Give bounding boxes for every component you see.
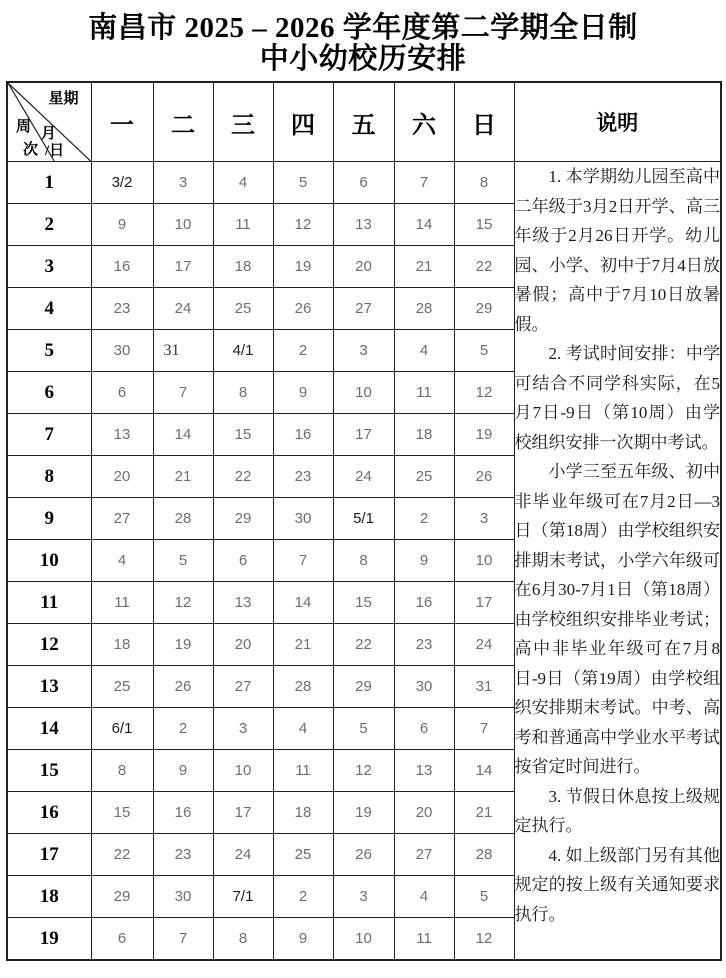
date-cell: 8 <box>454 162 514 204</box>
date-cell: 29 <box>333 666 394 708</box>
date-cell: 3 <box>333 330 394 372</box>
date-cell: 9 <box>273 372 333 414</box>
date-cell: 15 <box>333 582 394 624</box>
date-cell: 3/2 <box>91 162 153 204</box>
date-cell: 5 <box>454 330 514 372</box>
date-cell: 5 <box>333 708 394 750</box>
week-number-cell: 9 <box>7 498 91 540</box>
date-cell: 24 <box>153 288 213 330</box>
date-cell: 4 <box>213 162 273 204</box>
date-cell: 9 <box>153 750 213 792</box>
date-cell: 3 <box>153 162 213 204</box>
note-paragraph: 小学三至五年级、初中非毕业年级可在7月2日—3日（第18周）由学校组织安排期末考试，小学六年级可在6月30-7月1日（第18周）由学校组织安排毕业考试；高中非毕业年级可在7月8日-9日（第19周）由学校组织安排期末考试。中考、高考和普通高中学业水平考试按省定时间进行。 <box>514 462 720 776</box>
date-cell: 4 <box>394 330 454 372</box>
day-header-tue: 二 <box>153 82 213 162</box>
date-cell: 20 <box>213 624 273 666</box>
date-cell: 4 <box>394 876 454 918</box>
date-cell: 6 <box>394 708 454 750</box>
date-cell: 20 <box>333 246 394 288</box>
date-cell: 16 <box>91 246 153 288</box>
date-cell: 21 <box>273 624 333 666</box>
corner-cell <box>7 82 91 162</box>
date-cell: 20 <box>91 456 153 498</box>
week-number-cell: 15 <box>7 750 91 792</box>
note-paragraph: 3. 节假日休息按上级规定执行。 <box>514 786 720 835</box>
date-cell: 27 <box>333 288 394 330</box>
date-cell: 24 <box>454 624 514 666</box>
date-cell: 28 <box>394 288 454 330</box>
date-cell: 15 <box>91 792 153 834</box>
notes-header: 说明 <box>514 82 721 162</box>
date-cell: 5 <box>153 540 213 582</box>
week-number-cell: 5 <box>7 330 91 372</box>
date-cell: 13 <box>213 582 273 624</box>
page <box>0 13 726 961</box>
date-cell: 13 <box>91 414 153 456</box>
date-cell: 12 <box>273 204 333 246</box>
date-cell: 6 <box>91 918 153 961</box>
date-cell: 24 <box>333 456 394 498</box>
note-paragraph: 4. 如上级部门另有其他规定的按上级有关通知要求执行。 <box>514 845 720 924</box>
date-cell: 17 <box>454 582 514 624</box>
date-cell: 22 <box>91 834 153 876</box>
notes-cell <box>514 162 721 961</box>
date-cell: 18 <box>91 624 153 666</box>
date-cell: 4 <box>91 540 153 582</box>
week-number-cell: 7 <box>7 414 91 456</box>
corner-day-label: /日 <box>45 143 65 159</box>
date-cell: 5 <box>273 162 333 204</box>
day-header-fri: 五 <box>333 82 394 162</box>
date-cell: 2 <box>273 330 333 372</box>
date-cell: 17 <box>153 246 213 288</box>
date-cell: 23 <box>91 288 153 330</box>
date-cell: 6 <box>333 162 394 204</box>
date-cell: 9 <box>273 918 333 961</box>
date-cell: 25 <box>91 666 153 708</box>
date-cell: 26 <box>273 288 333 330</box>
date-cell: 19 <box>454 414 514 456</box>
day-header-wed: 三 <box>213 82 273 162</box>
date-cell: 11 <box>91 582 153 624</box>
date-cell: 7 <box>153 372 213 414</box>
header-row <box>7 82 721 162</box>
date-cell: 22 <box>213 456 273 498</box>
date-cell: 29 <box>454 288 514 330</box>
date-cell: 16 <box>153 792 213 834</box>
date-cell: 16 <box>394 582 454 624</box>
note-paragraph: 1. 本学期幼儿园至高中二年级于3月2日开学、高三年级于2月26日开学。幼儿园、小学、初中于7月4日放暑假；高中于7月10日放暑假。 <box>514 167 720 334</box>
date-cell: 12 <box>333 750 394 792</box>
day-header-mon: 一 <box>91 82 153 162</box>
date-cell: 6/1 <box>91 708 153 750</box>
day-header-sat: 六 <box>394 82 454 162</box>
date-cell: 14 <box>273 582 333 624</box>
week-number-cell: 10 <box>7 540 91 582</box>
date-cell: 14 <box>153 414 213 456</box>
week-number-cell: 19 <box>7 918 91 961</box>
date-cell: 8 <box>91 750 153 792</box>
date-cell: 3 <box>454 498 514 540</box>
date-cell: 18 <box>213 246 273 288</box>
week-number-cell: 3 <box>7 246 91 288</box>
date-cell: 30 <box>153 876 213 918</box>
date-cell: 4 <box>273 708 333 750</box>
date-cell: 25 <box>273 834 333 876</box>
date-cell: 17 <box>333 414 394 456</box>
week-row <box>7 162 721 204</box>
date-cell: 12 <box>454 918 514 961</box>
date-cell: 28 <box>273 666 333 708</box>
date-cell: 10 <box>333 372 394 414</box>
date-cell: 30 <box>273 498 333 540</box>
note-paragraph: 2. 考试时间安排：中学可结合不同学科实际，在5月7日-9日（第10周）由学校组织安排一次期中考试。 <box>514 344 720 452</box>
date-cell: 28 <box>454 834 514 876</box>
date-cell: 23 <box>394 624 454 666</box>
day-header-thu: 四 <box>273 82 333 162</box>
week-number-cell: 17 <box>7 834 91 876</box>
date-cell: 6 <box>213 540 273 582</box>
page-title-line1: 南昌市 2025 – 2026 学年度第二学期全日制 <box>88 12 638 44</box>
week-number-cell: 11 <box>7 582 91 624</box>
date-cell: 26 <box>454 456 514 498</box>
date-cell: 25 <box>394 456 454 498</box>
date-cell: 8 <box>213 918 273 961</box>
date-cell: 31 <box>454 666 514 708</box>
date-cell: 29 <box>91 876 153 918</box>
date-cell: 9 <box>394 540 454 582</box>
page-title-line2: 中小幼校历安排 <box>259 43 467 75</box>
week-number-cell: 2 <box>7 204 91 246</box>
date-cell: 11 <box>273 750 333 792</box>
calendar-table <box>6 81 722 961</box>
week-number-cell: 12 <box>7 624 91 666</box>
date-cell: 10 <box>213 750 273 792</box>
date-cell: 5 <box>454 876 514 918</box>
page-title <box>0 13 726 75</box>
date-cell: 7 <box>394 162 454 204</box>
week-number-cell: 14 <box>7 708 91 750</box>
date-cell: 22 <box>454 246 514 288</box>
day-header-sun: 日 <box>454 82 514 162</box>
date-cell: 15 <box>213 414 273 456</box>
date-cell: 27 <box>91 498 153 540</box>
date-cell: 8 <box>213 372 273 414</box>
date-cell: 23 <box>153 834 213 876</box>
week-number-cell: 6 <box>7 372 91 414</box>
date-cell: 12 <box>454 372 514 414</box>
corner-weekday-label: 星期 <box>48 91 79 107</box>
date-cell: 7 <box>454 708 514 750</box>
date-cell: 30 <box>91 330 153 372</box>
date-cell: 4/1 <box>213 330 273 372</box>
date-cell: 2 <box>273 876 333 918</box>
date-cell: 14 <box>454 750 514 792</box>
date-cell: 22 <box>333 624 394 666</box>
date-cell: 19 <box>153 624 213 666</box>
date-cell: 3 <box>213 708 273 750</box>
date-cell: 8 <box>333 540 394 582</box>
corner-week-label-1: 周 <box>16 119 32 135</box>
date-cell: 19 <box>333 792 394 834</box>
date-cell: 11 <box>394 372 454 414</box>
date-cell: 31 <box>153 330 213 372</box>
date-cell: 19 <box>273 246 333 288</box>
date-cell: 27 <box>394 834 454 876</box>
date-cell: 16 <box>273 414 333 456</box>
corner-month-label: 月 <box>41 126 57 142</box>
date-cell: 20 <box>394 792 454 834</box>
date-cell: 14 <box>394 204 454 246</box>
date-cell: 13 <box>333 204 394 246</box>
date-cell: 23 <box>273 456 333 498</box>
date-cell: 10 <box>153 204 213 246</box>
date-cell: 26 <box>333 834 394 876</box>
date-cell: 5/1 <box>333 498 394 540</box>
date-cell: 10 <box>454 540 514 582</box>
date-cell: 2 <box>153 708 213 750</box>
week-number-cell: 8 <box>7 456 91 498</box>
date-cell: 11 <box>213 204 273 246</box>
date-cell: 26 <box>153 666 213 708</box>
date-cell: 17 <box>213 792 273 834</box>
date-cell: 25 <box>213 288 273 330</box>
date-cell: 29 <box>213 498 273 540</box>
date-cell: 24 <box>213 834 273 876</box>
date-cell: 13 <box>394 750 454 792</box>
date-cell: 10 <box>333 918 394 961</box>
date-cell: 27 <box>213 666 273 708</box>
date-cell: 21 <box>454 792 514 834</box>
date-cell: 2 <box>394 498 454 540</box>
date-cell: 28 <box>153 498 213 540</box>
date-cell: 18 <box>394 414 454 456</box>
date-cell: 12 <box>153 582 213 624</box>
date-cell: 11 <box>394 918 454 961</box>
date-cell: 9 <box>91 204 153 246</box>
date-cell: 3 <box>333 876 394 918</box>
date-cell: 6 <box>91 372 153 414</box>
week-number-cell: 16 <box>7 792 91 834</box>
date-cell: 21 <box>153 456 213 498</box>
week-number-cell: 13 <box>7 666 91 708</box>
date-cell: 30 <box>394 666 454 708</box>
date-cell: 18 <box>273 792 333 834</box>
week-number-cell: 4 <box>7 288 91 330</box>
week-number-cell: 1 <box>7 162 91 204</box>
date-cell: 21 <box>394 246 454 288</box>
date-cell: 15 <box>454 204 514 246</box>
date-cell: 7/1 <box>213 876 273 918</box>
week-number-cell: 18 <box>7 876 91 918</box>
corner-week-label-2: 次 <box>23 142 39 158</box>
date-cell: 7 <box>153 918 213 961</box>
date-cell: 7 <box>273 540 333 582</box>
